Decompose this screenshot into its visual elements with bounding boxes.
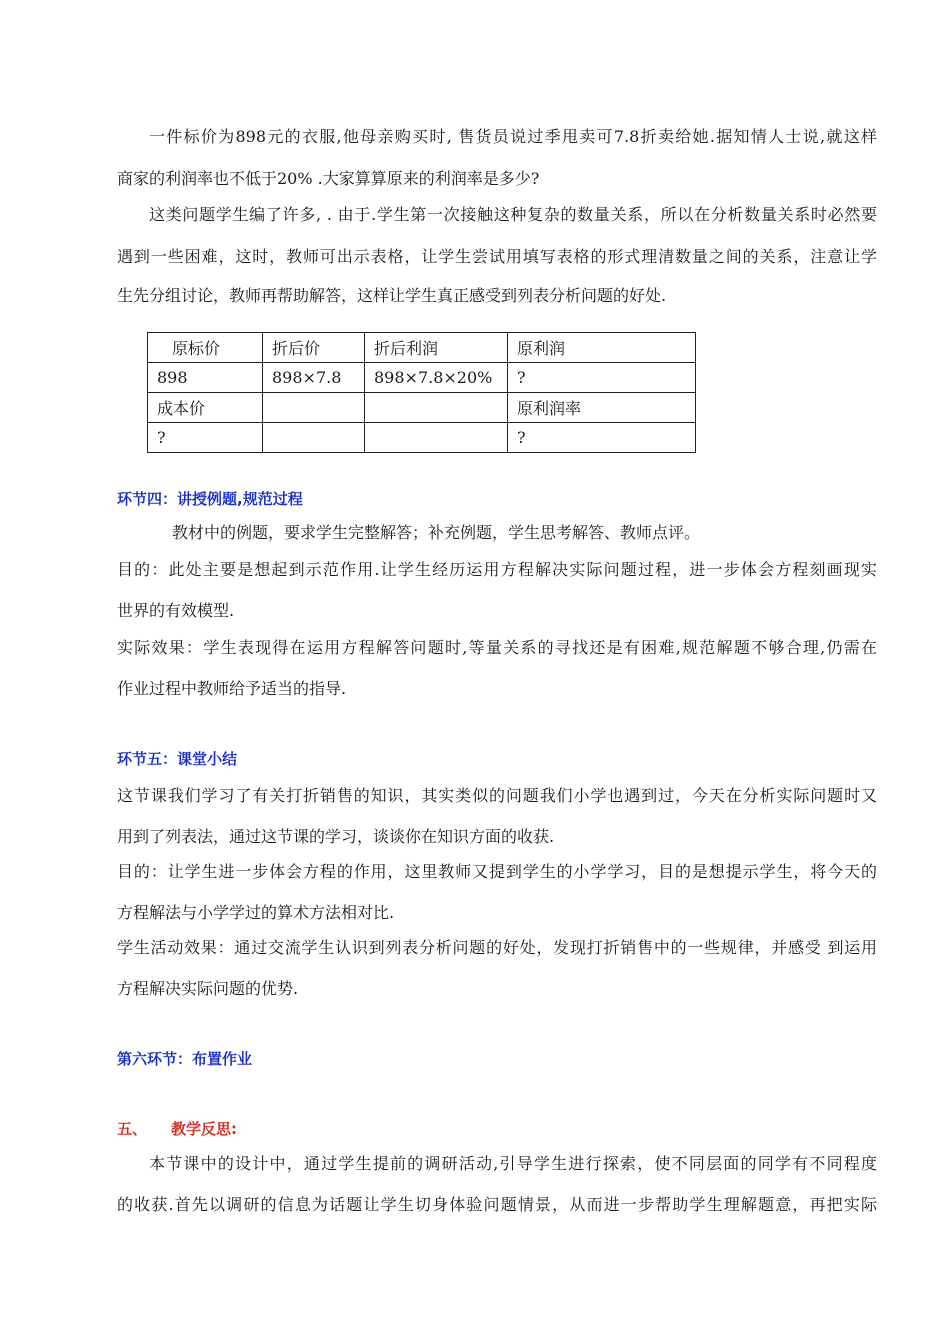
table-cell [365, 393, 508, 423]
intro-line-4: 遇到一些困难，这时，教师可出示表格，让学生尝试用填写表格的形式理清数量之间的关系，注意让学 [117, 247, 877, 266]
section-5-para-3-line-1: 学生活动效果：通过交流学生认识到列表分析问题的好处，发现打折销售中的一些规律，并感受 到运用 [117, 938, 877, 957]
section-4-para-1: 教材中的例题，要求学生完整解答；补充例题，学生思考解答、教师点评。 [172, 523, 701, 542]
section-5-heading: 环节五：课堂小结 [117, 750, 238, 768]
table-row [148, 333, 696, 363]
section-5-para-2-line-2: 方程解法与小学学过的算术方法相对比. [117, 903, 395, 922]
table-cell: ? [508, 423, 696, 453]
intro-line-1: 一件标价为898元的衣服,他母亲购买时, 售货员说过季甩卖可7.8折卖给她.据知情人士说,就这样 [149, 127, 877, 146]
table-cell [263, 423, 365, 453]
table-cell: 成本价 [148, 393, 263, 423]
table-row [148, 393, 696, 423]
table-cell [263, 393, 365, 423]
table-cell: 折后价 [263, 333, 365, 363]
table-cell [365, 423, 508, 453]
reflection-heading [117, 1118, 237, 1140]
section-5-para-3-line-2: 方程解决实际问题的优势. [117, 979, 299, 998]
table-row [148, 423, 696, 453]
table-cell: 898 [148, 363, 263, 393]
price-table [147, 332, 696, 453]
section-4-para-3-line-2: 作业过程中教师给予适当的指导. [117, 679, 347, 698]
table-cell: ? [508, 363, 696, 393]
reflection-para-line-2: 的收获.首先以调研的信息为话题让学生切身体验问题情景，从而进一步帮助学生理解题意，再把实际 [117, 1195, 877, 1214]
table-cell: 原标价 [148, 333, 263, 363]
table-cell: ? [148, 423, 263, 453]
section-4-para-2-line-2: 世界的有效模型. [117, 601, 235, 620]
intro-line-5: 生先分组讨论，教师再帮助解答，这样让学生真正感受到列表分析问题的好处. [117, 286, 667, 305]
section-5-para-2-line-1: 目的：让学生进一步体会方程的作用，这里教师又提到学生的小学学习，目的是想提示学生，将今天的 [117, 862, 877, 881]
table-cell: 原利润率 [508, 393, 696, 423]
section-4-para-3-line-1: 实际效果：学生表现得在运用方程解答问题时,等量关系的寻找还是有困难,规范解题不够合理,仍需在 [117, 638, 877, 657]
table-cell: 898×7.8 [263, 363, 365, 393]
table-row [148, 363, 696, 393]
table-cell: 原利润 [508, 333, 696, 363]
section-4-para-2-line-1: 目的：此处主要是想起到示范作用.让学生经历运用方程解决实际问题过程，进一步体会方程刻画现实 [117, 560, 877, 579]
section-4-heading: 环节四：讲授例题,规范过程 [117, 490, 303, 508]
section-5-para-1-line-2: 用到了列表法，通过这节课的学习，谈谈你在知识方面的收获. [117, 827, 555, 846]
section-6-heading: 第六环节：布置作业 [117, 1050, 253, 1068]
intro-line-2: 商家的利润率也不低于20% .大家算算原来的利润率是多少? [117, 169, 540, 188]
table-cell: 折后利润 [365, 333, 508, 363]
table-cell: 898×7.8×20% [365, 363, 508, 393]
reflection-para-line-1: 本节课中的设计中，通过学生提前的调研活动,引导学生进行探索，使不同层面的同学有不同程度 [149, 1154, 877, 1173]
section-5-para-1-line-1: 这节课我们学习了有关打折销售的知识，其实类似的问题我们小学也遇到过，今天在分析实际问题时又 [117, 786, 877, 805]
reflection-title: 教学反思: [171, 1120, 238, 1138]
reflection-number: 五、 [117, 1120, 148, 1138]
intro-line-3: 这类问题学生编了许多, . 由于.学生第一次接触这种复杂的数量关系，所以在分析数量关系时必然要 [149, 205, 877, 224]
